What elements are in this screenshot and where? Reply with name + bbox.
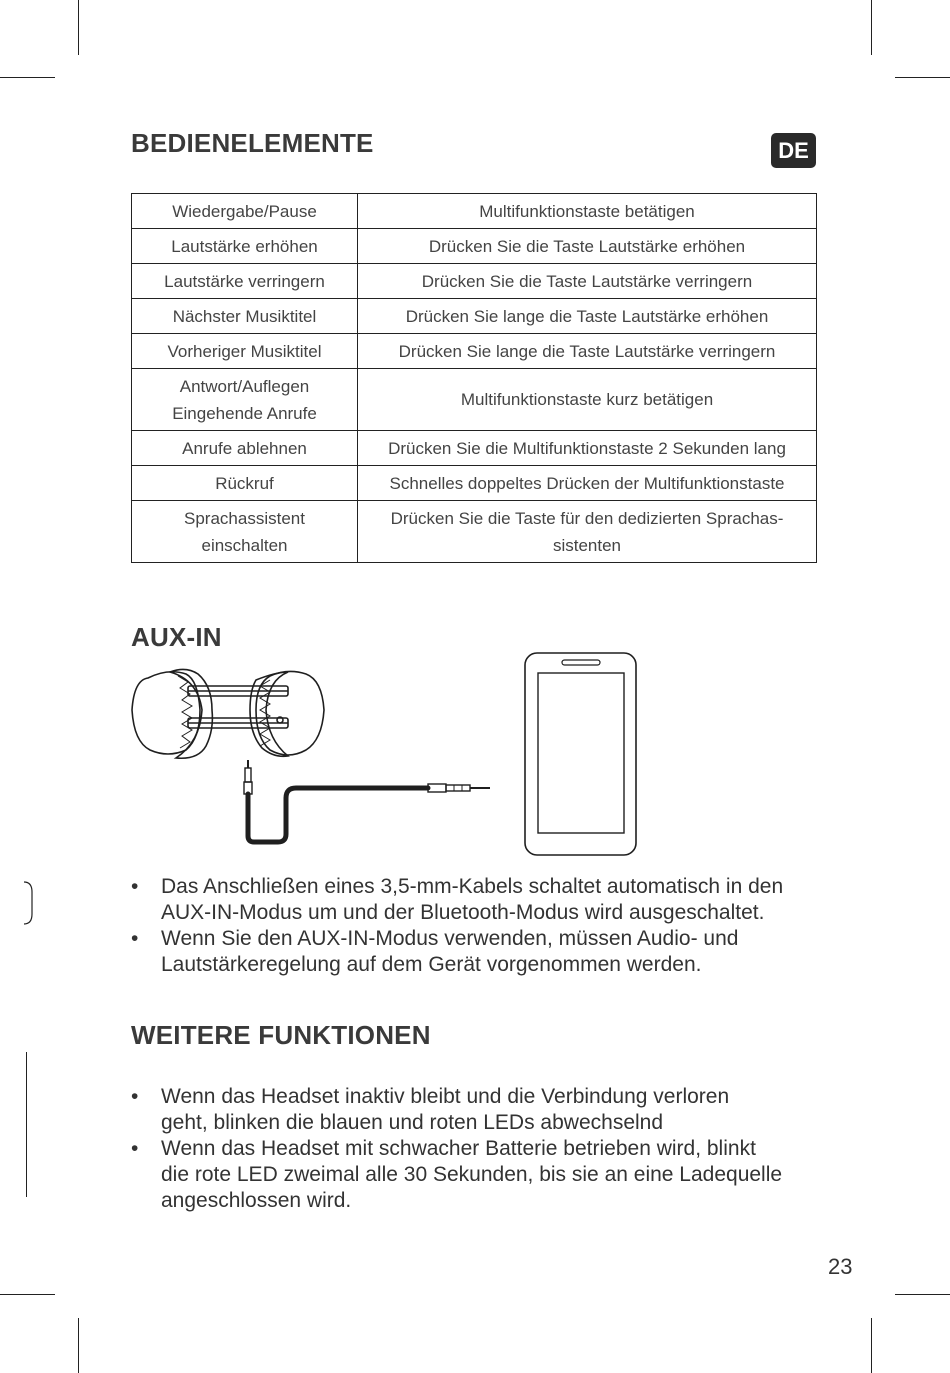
table-cell-action xyxy=(132,501,358,563)
binding-bracket xyxy=(22,880,36,926)
bullet-line: die rote LED zweimal alle 30 Sekunden, bis sie an eine Ladequelle xyxy=(161,1163,783,1186)
cell-text: Nächster Musiktitel xyxy=(172,306,317,326)
bullet-line: Wenn das Headset inaktiv bleibt und die Verbindung verloren xyxy=(161,1085,730,1108)
cell-text: Multifunktionstaste betätigen xyxy=(479,201,695,221)
cell-text: Wiedergabe/Pause xyxy=(172,201,317,221)
cell-text: Multifunktionstaste kurz betätigen xyxy=(460,390,714,409)
table-row xyxy=(132,501,817,563)
bullet-line: Wenn Sie den AUX-IN-Modus verwenden, müssen Audio- und xyxy=(161,927,739,950)
cell-text: Antwort/Auflegen xyxy=(179,376,310,396)
crop-mark xyxy=(78,1318,79,1373)
table-cell-action xyxy=(132,194,358,229)
bullet-line: geht, blinken die blauen und roten LEDs abwechselnd xyxy=(161,1111,664,1134)
cell-text: Drücken Sie lange die Taste Lautstärke verringern xyxy=(398,341,776,361)
table-cell-action xyxy=(132,431,358,466)
page-number: 23 xyxy=(828,1254,853,1279)
binding-mark xyxy=(26,1052,27,1197)
table-cell-instruction xyxy=(358,431,817,466)
cell-text: Drücken Sie die Taste Lautstärke erhöhen xyxy=(428,236,746,256)
table-row xyxy=(132,194,817,229)
list-item xyxy=(131,926,831,978)
crop-mark xyxy=(895,77,950,78)
crop-mark xyxy=(0,77,55,78)
cell-text: Eingehende Anrufe xyxy=(172,403,317,423)
aux-in-bullet-list xyxy=(131,874,831,978)
cell-text: Vorheriger Musiktitel xyxy=(167,341,322,361)
bullet-icon: • xyxy=(131,1085,139,1108)
cell-text: Rückruf xyxy=(215,473,274,493)
table-cell-instruction xyxy=(358,334,817,369)
further-functions-heading: WEITERE FUNKTIONEN xyxy=(131,1020,431,1050)
table-cell-instruction xyxy=(358,501,817,563)
table-cell-instruction xyxy=(358,229,817,264)
bullet-icon: • xyxy=(131,927,139,950)
table-cell-action xyxy=(132,334,358,369)
table-cell-action xyxy=(132,264,358,299)
controls-table xyxy=(131,193,817,563)
cable-icon xyxy=(244,760,490,842)
table-cell-action xyxy=(132,229,358,264)
table-row xyxy=(132,431,817,466)
bullet-line: Lautstärkeregelung auf dem Gerät vorgenommen werden. xyxy=(161,953,702,976)
list-item xyxy=(131,874,831,926)
bullet-icon: • xyxy=(131,875,139,898)
bullet-line: angeschlossen wird. xyxy=(161,1189,352,1212)
bullet-icon: • xyxy=(131,1137,139,1160)
cell-text: Drücken Sie die Taste für den dedizierten Sprachas- xyxy=(390,508,784,528)
cell-text: Drücken Sie lange die Taste Lautstärke erhöhen xyxy=(405,306,769,326)
table-cell-instruction xyxy=(358,299,817,334)
page-title: BEDIENELEMENTE xyxy=(131,128,374,158)
aux-in-heading: AUX-IN xyxy=(131,622,222,652)
bullet-line: AUX-IN-Modus um und der Bluetooth-Modus wird ausgeschaltet. xyxy=(161,901,765,924)
cell-text: sistenten xyxy=(552,535,622,555)
cell-text: Schnelles doppeltes Drücken der Multifunktionstaste xyxy=(389,473,785,493)
smartphone-icon xyxy=(525,653,636,855)
further-functions-bullet-list xyxy=(131,1084,831,1214)
cell-text: Drücken Sie die Multifunktionstaste 2 Sekunden lang xyxy=(388,438,786,458)
language-badge: DE xyxy=(771,133,816,168)
table-row xyxy=(132,466,817,501)
bullet-line: Wenn das Headset mit schwacher Batterie betrieben wird, blinkt xyxy=(161,1137,756,1160)
table-row xyxy=(132,229,817,264)
cell-text: Lautstärke verringern xyxy=(164,271,325,291)
table-cell-instruction xyxy=(358,466,817,501)
table-cell-action xyxy=(132,299,358,334)
table-row xyxy=(132,334,817,369)
list-item xyxy=(131,1084,831,1136)
cell-text: Lautstärke erhöhen xyxy=(171,236,318,256)
table-cell-instruction xyxy=(358,194,817,229)
aux-cable-illustration xyxy=(128,650,648,862)
table-cell-action xyxy=(132,369,358,431)
list-item xyxy=(131,1136,831,1214)
headphones-icon xyxy=(132,669,324,758)
bullet-line: Das Anschließen eines 3,5-mm-Kabels schaltet automatisch in den xyxy=(161,875,784,898)
table-row xyxy=(132,299,817,334)
crop-mark xyxy=(0,1294,55,1295)
table-cell-action xyxy=(132,466,358,501)
crop-mark xyxy=(895,1294,950,1295)
crop-mark xyxy=(78,0,79,55)
table-row xyxy=(132,264,817,299)
crop-mark xyxy=(871,0,872,55)
cell-text: Drücken Sie die Taste Lautstärke verringern xyxy=(421,271,753,291)
table-cell-instruction xyxy=(358,264,817,299)
table-cell-instruction xyxy=(358,369,817,431)
crop-mark xyxy=(871,1318,872,1373)
cell-text: einschalten xyxy=(201,535,288,555)
cell-text: Sprachassistent xyxy=(184,508,305,528)
table-row xyxy=(132,369,817,431)
cell-text: Anrufe ablehnen xyxy=(182,438,307,458)
